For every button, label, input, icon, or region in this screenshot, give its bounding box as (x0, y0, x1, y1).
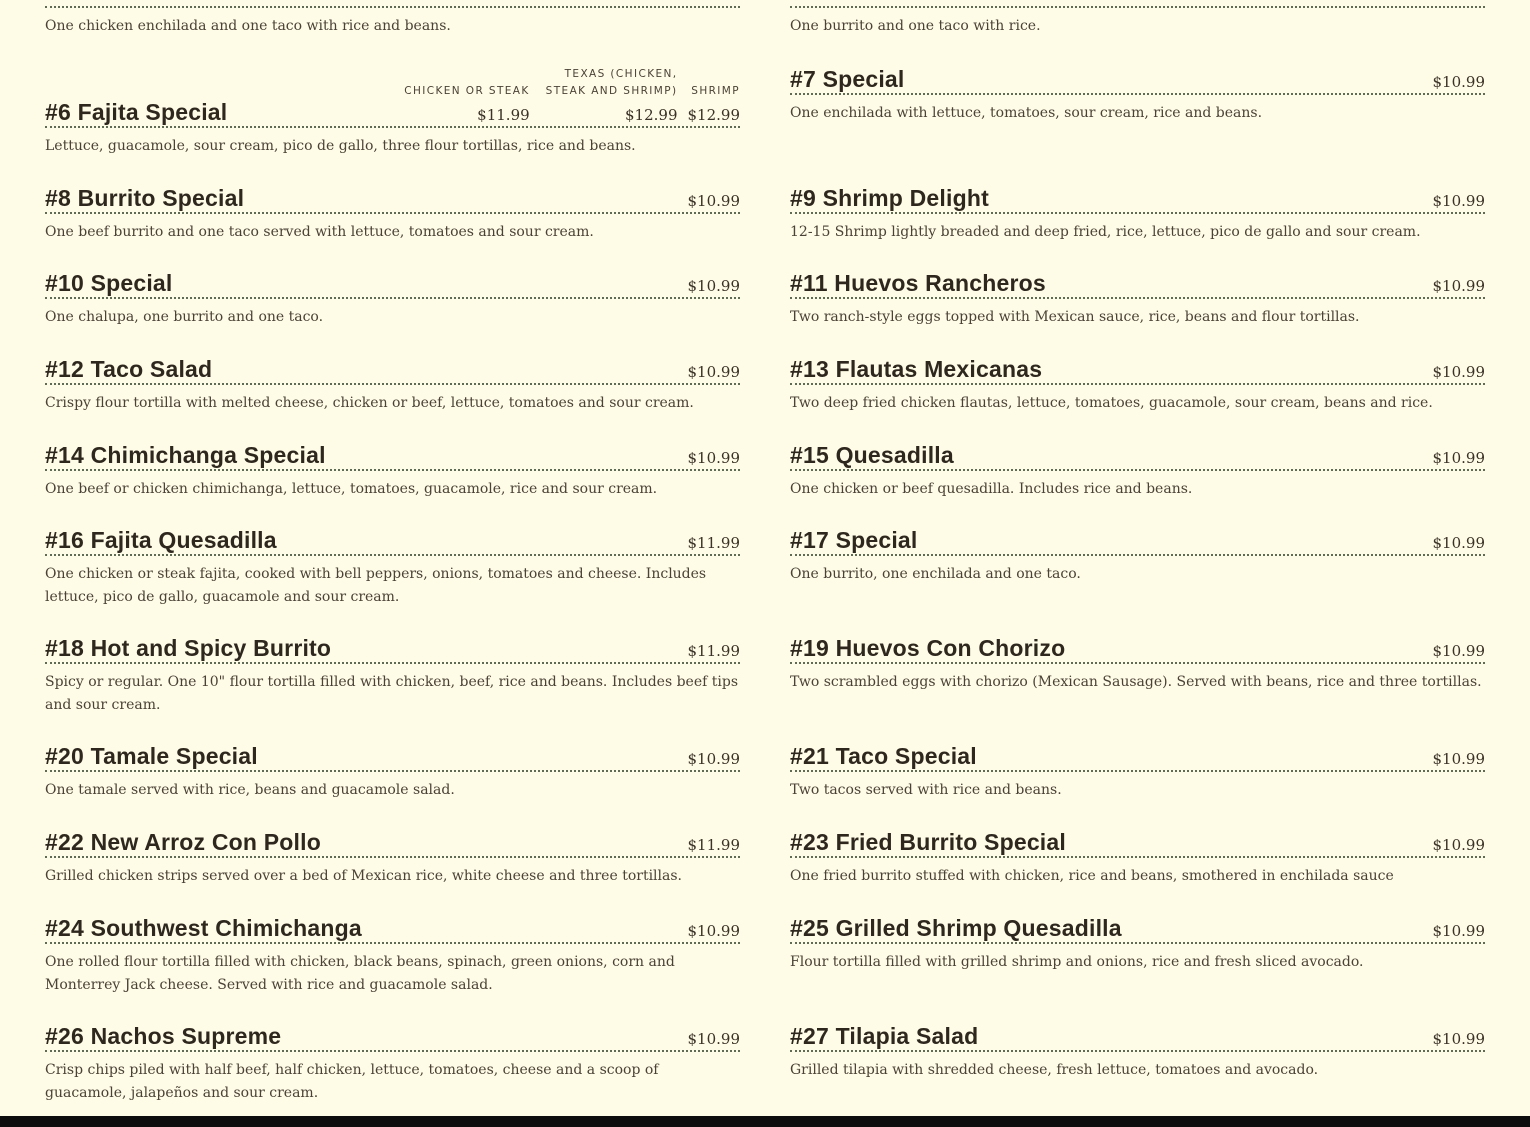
menu-item-name: #7 Special (790, 66, 905, 92)
menu-item-price: $10.99 (687, 922, 740, 940)
menu-item-price: $11.99 (687, 534, 740, 552)
menu-item-description: 12-15 Shrimp lightly breaded and deep fried, rice, lettuce, pico de gallo and sour cream. (790, 224, 1421, 240)
menu-item-price: $11.99 (687, 642, 740, 660)
menu-item-name: #13 Flautas Mexicanas (790, 356, 1043, 382)
menu-item-description: Two scrambled eggs with chorizo (Mexican Sausage). Served with beans, rice and three tortillas. (790, 674, 1482, 690)
price-options (404, 66, 740, 125)
menu-item-description: One chicken or steak fajita, cooked with bell peppers, onions, tomatoes and cheese. Includes lettuce, pico de gallo, guacamole and sour cream. (45, 566, 707, 605)
price-option-value: $11.99 (477, 106, 530, 124)
menu-item-25 (790, 914, 1485, 974)
menu-item-description: Two deep fried chicken flautas, lettuce, tomatoes, guacamole, sour cream, beans and rice. (790, 395, 1433, 411)
menu-item-price: $10.99 (687, 1030, 740, 1048)
menu-item-5 (45, 0, 740, 38)
bottom-edge-bar (0, 1116, 1530, 1127)
menu-item-description: One beef burrito and one taco served with lettuce, tomatoes and sour cream. (45, 224, 594, 240)
menu-item-price: $10.99 (1432, 836, 1485, 854)
menu-item-header (790, 355, 1485, 385)
menu-item-description: Crisp chips piled with half beef, half chicken, lettuce, tomatoes, cheese and a scoop of guacamole, jalapeños and sour cream. (45, 1062, 659, 1101)
price-option-label (404, 83, 529, 100)
menu-item-description: Two tacos served with rice and beans. (790, 782, 1062, 798)
menu-item-9 (790, 184, 1485, 244)
menu-item-4 (790, 0, 1485, 38)
menu-item-description: One chalupa, one burrito and one taco. (45, 309, 324, 325)
menu-item-23 (790, 828, 1485, 888)
menu-item-name: #21 Taco Special (790, 743, 977, 769)
menu-item-26 (45, 1022, 740, 1104)
menu-item-header (790, 742, 1485, 772)
menu-item-header (790, 441, 1485, 471)
menu-item-header (45, 634, 740, 664)
menu-item-12 (45, 355, 740, 415)
menu-item-header (790, 269, 1485, 299)
menu-item-price: $10.99 (1432, 192, 1485, 210)
price-option (546, 66, 678, 125)
menu-item-15 (790, 441, 1485, 501)
price-option (404, 83, 529, 125)
menu-item-7 (790, 65, 1485, 125)
menu-item-price: $10.99 (1432, 73, 1485, 91)
menu-item-price: $10.99 (1432, 449, 1485, 467)
menu-item-price: $10.99 (1432, 750, 1485, 768)
menu-item-name: #8 Burrito Special (45, 185, 245, 211)
menu-item-price: $10.99 (1432, 277, 1485, 295)
menu-item-header (790, 0, 1485, 8)
price-option-value: $12.99 (687, 106, 740, 124)
price-option-label-line: CHICKEN OR STEAK (404, 85, 530, 97)
menu-item-name: #12 Taco Salad (45, 356, 213, 382)
menu-item-description: Two ranch-style eggs topped with Mexican sauce, rice, beans and flour tortillas. (790, 309, 1360, 325)
menu-item-14 (45, 441, 740, 501)
menu-item-description: One beef or chicken chimichanga, lettuce, tomatoes, guacamole, rice and sour cream. (45, 481, 658, 497)
menu-item-8 (45, 184, 740, 244)
menu-item-header (790, 634, 1485, 664)
menu-item-price: $10.99 (1432, 363, 1485, 381)
menu-item-name: #11 Huevos Rancheros (790, 270, 1046, 296)
menu-item-description: One burrito and one taco with rice. (790, 18, 1041, 34)
menu-item-name: #9 Shrimp Delight (790, 185, 989, 211)
menu-item-11 (790, 269, 1485, 329)
menu-item-header (45, 828, 740, 858)
menu-item-description: One fried burrito stuffed with chicken, rice and beans, smothered in enchilada sauce (790, 868, 1394, 884)
menu-item-21 (790, 742, 1485, 802)
menu-item-19 (790, 634, 1485, 694)
menu-item-description: Grilled chicken strips served over a bed of Mexican rice, white cheese and three tortillas. (45, 868, 682, 884)
menu-item-name: #10 Special (45, 270, 173, 296)
price-option-label (546, 66, 678, 100)
menu-item-name: #16 Fajita Quesadilla (45, 527, 277, 553)
menu-item-description: One burrito, one enchilada and one taco. (790, 566, 1081, 582)
menu-item-name: #19 Huevos Con Chorizo (790, 635, 1066, 661)
menu-item-header (45, 914, 740, 944)
menu-item-13 (790, 355, 1485, 415)
price-option-label-line: STEAK AND SHRIMP) (545, 85, 678, 97)
menu-item-name: #14 Chimichanga Special (45, 442, 326, 468)
menu-item-name: #6 Fajita Special (45, 99, 228, 125)
menu-item-price: $10.99 (1432, 534, 1485, 552)
menu-item-header (45, 269, 740, 299)
menu-item-header (45, 0, 740, 8)
menu-item-header (790, 526, 1485, 556)
menu-item-price: $10.99 (687, 192, 740, 210)
menu-item-17 (790, 526, 1485, 586)
price-option-label-line: SHRIMP (691, 85, 740, 97)
menu-item-header (45, 441, 740, 471)
menu-item-description: Lettuce, guacamole, sour cream, pico de gallo, three flour tortillas, rice and beans. (45, 138, 636, 154)
menu-item-27 (790, 1022, 1485, 1082)
menu-item-description: One enchilada with lettuce, tomatoes, sour cream, rice and beans. (790, 105, 1263, 121)
menu-item-header (45, 1022, 740, 1052)
menu-item-name: #27 Tilapia Salad (790, 1023, 979, 1049)
menu-item-name: #26 Nachos Supreme (45, 1023, 282, 1049)
menu-item-description: Spicy or regular. One 10" flour tortilla filled with chicken, beef, rice and beans. Includes beef tips and sour cream. (45, 674, 739, 713)
menu-item-price: $10.99 (687, 449, 740, 467)
menu-item-header (790, 914, 1485, 944)
price-option-label (691, 83, 740, 100)
menu-item-header (790, 184, 1485, 214)
menu-item-description: Crispy flour tortilla with melted cheese, chicken or beef, lettuce, tomatoes and sour cream. (45, 395, 694, 411)
price-option-value: $12.99 (625, 106, 678, 124)
menu-item-description: One tamale served with rice, beans and guacamole salad. (45, 782, 455, 798)
menu-item-name: #24 Southwest Chimichanga (45, 915, 362, 941)
menu-item-price: $11.99 (687, 836, 740, 854)
menu-item-10 (45, 269, 740, 329)
menu-item-header (790, 828, 1485, 858)
menu-item-20 (45, 742, 740, 802)
menu-item-description: Flour tortilla filled with grilled shrimp and onions, rice and fresh sliced avocado. (790, 954, 1364, 970)
menu-item-description: One chicken enchilada and one taco with rice and beans. (45, 18, 451, 34)
menu-item-6 (45, 68, 740, 158)
price-option-label-line: TEXAS (CHICKEN, (564, 68, 678, 80)
menu-item-name: #22 New Arroz Con Pollo (45, 829, 321, 855)
menu-item-header (45, 742, 740, 772)
menu-item-22 (45, 828, 740, 888)
menu-item-24 (45, 914, 740, 996)
menu-item-name: #15 Quesadilla (790, 442, 954, 468)
menu-item-name: #18 Hot and Spicy Burrito (45, 635, 332, 661)
menu-item-price: $10.99 (687, 277, 740, 295)
menu-item-price: $10.99 (687, 363, 740, 381)
menu-item-header (45, 355, 740, 385)
menu-item-name: #23 Fried Burrito Special (790, 829, 1066, 855)
price-option (688, 83, 741, 125)
menu-item-price: $10.99 (687, 750, 740, 768)
menu-item-header (45, 526, 740, 556)
menu-item-price: $10.99 (1432, 642, 1485, 660)
menu-item-price: $10.99 (1432, 922, 1485, 940)
menu-item-description: One chicken or beef quesadilla. Includes rice and beans. (790, 481, 1193, 497)
menu-item-header (790, 1022, 1485, 1052)
menu-item-price: $10.99 (1432, 1030, 1485, 1048)
menu-item-18 (45, 634, 740, 716)
menu-item-description: One rolled flour tortilla filled with chicken, black beans, spinach, green onions, corn and Monterrey Jack cheese. Served with rice and guacamole salad. (45, 954, 675, 993)
menu-item-header (45, 68, 740, 128)
menu-item-name: #25 Grilled Shrimp Quesadilla (790, 915, 1122, 941)
menu-item-name: #17 Special (790, 527, 918, 553)
menu-item-header (45, 184, 740, 214)
menu-item-name: #20 Tamale Special (45, 743, 258, 769)
menu-item-16 (45, 526, 740, 608)
menu-item-description: Grilled tilapia with shredded cheese, fresh lettuce, tomatoes and avocado. (790, 1062, 1319, 1078)
menu-item-header (790, 65, 1485, 95)
